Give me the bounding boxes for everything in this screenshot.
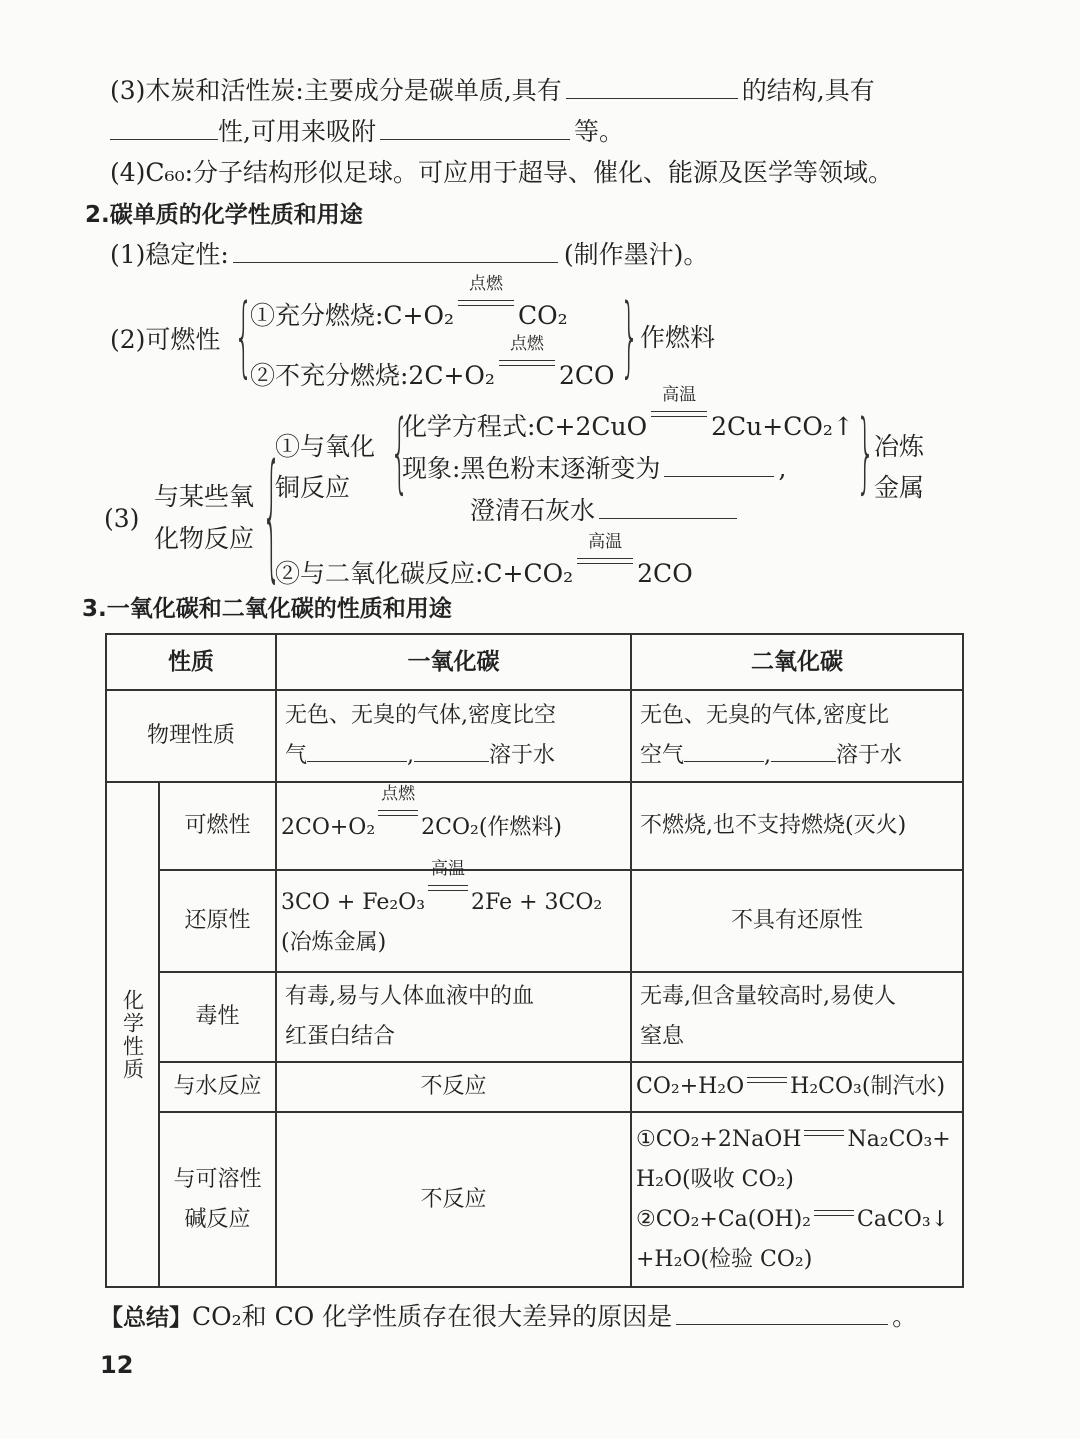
co-base: 不反应: [276, 1112, 631, 1287]
text: CaCO₃↓: [857, 1206, 950, 1232]
combustion-eq-1: [250, 274, 568, 333]
blank-structure: [566, 76, 738, 99]
table-row-physical: [106, 690, 963, 782]
item-3-line-1: [110, 74, 875, 108]
stability-line: [110, 238, 708, 272]
table-row-toxicity: [106, 972, 963, 1062]
text: 化学方程式:C+2CuO: [402, 412, 648, 441]
text: (3)木炭和活性炭:主要成分是碳单质,具有: [110, 76, 562, 105]
table-row-flammable: [106, 782, 963, 870]
header-co: 一氧化碳: [276, 634, 631, 690]
header-property: 性质: [106, 634, 276, 690]
co2-base: [631, 1112, 963, 1287]
text: 澄清石灰水: [470, 496, 596, 525]
text: ,: [778, 454, 787, 483]
text: 无色、无臭的气体,密度比空: [285, 703, 556, 728]
combustion-eq-2: [250, 334, 615, 393]
header-co2: 二氧化碳: [631, 634, 963, 690]
cuo-use-1: 冶炼: [874, 432, 925, 461]
row-label: 还原性: [159, 870, 276, 972]
text: ①CO₂+2NaOH: [636, 1126, 802, 1152]
oxide-label-2: 化物反应: [154, 524, 255, 553]
text: 无毒,但含量较高时,易使人: [640, 984, 896, 1009]
text: 有毒,易与人体血液中的血: [285, 984, 534, 1009]
reaction-arrow: [456, 274, 516, 324]
text: (1)稳定性:: [110, 240, 229, 269]
co-reducing: [276, 859, 631, 972]
text: 碱反应: [184, 1206, 251, 1232]
section-2-heading: 2.碳单质的化学性质和用途: [85, 202, 363, 228]
row-label: 可燃性: [159, 782, 276, 870]
reaction-arrow: [497, 334, 557, 384]
cuo-limewater: [470, 494, 737, 528]
properties-table: [105, 633, 964, 1288]
row-label: [159, 1112, 276, 1287]
text: Na₂CO₃+: [847, 1126, 951, 1152]
blank-density: [684, 739, 764, 762]
text: 。: [892, 1302, 918, 1331]
text: 空气: [640, 743, 685, 768]
row-label: 与水反应: [159, 1062, 276, 1112]
blank-stability: [233, 240, 558, 263]
text: 2CO+O₂: [281, 815, 376, 840]
combustion-use: 作燃料: [640, 323, 716, 352]
reaction-arrow: [812, 1204, 856, 1226]
chem-label: 化学性质: [106, 782, 159, 1287]
text: 2CO: [637, 559, 693, 588]
text: CO₂和 CO 化学性质存在很大差异的原因是: [192, 1302, 673, 1331]
condition: 点燃: [469, 274, 504, 294]
text: 无色、无臭的气体,密度比: [640, 703, 889, 728]
left-brace: {: [234, 286, 254, 388]
condition: 点燃: [509, 334, 544, 354]
co-toxicity: [276, 972, 631, 1062]
reaction-arrow: [802, 1124, 846, 1146]
text: 现象:黑色粉末逐渐变为: [402, 454, 661, 483]
table-row-water: [106, 1062, 963, 1112]
text: +H₂O(检验 CO₂): [636, 1246, 813, 1272]
item-4: (4)C₆₀:分子结构形似足球。可应用于超导、催化、能源及医学等领域。: [110, 158, 894, 187]
blank-property: [110, 117, 218, 140]
text: 2Fe + 3CO₂: [471, 890, 603, 915]
blank-density: [307, 739, 407, 762]
reaction-arrow: [575, 532, 635, 582]
text: 3CO + Fe₂O₃: [281, 890, 426, 915]
condition: 高温: [431, 859, 466, 879]
text: ②与二氧化碳反应:C+CO₂: [275, 559, 574, 588]
co-flammable: [276, 782, 631, 870]
cuo-phenomenon: [402, 452, 786, 486]
left-brace: {: [390, 402, 410, 504]
oxide-num: (3): [104, 504, 140, 533]
blank-summary: [676, 1302, 888, 1325]
table-row-base: [106, 1112, 963, 1287]
text: 溶于水: [489, 743, 556, 768]
combustion-label: (2)可燃性: [110, 325, 221, 354]
text: (制作墨汁)。: [563, 240, 709, 269]
cuo-label-1: ①与氧化: [275, 432, 376, 461]
cuo-equation: [402, 385, 854, 444]
co2-flammable: 不燃烧,也不支持燃烧(灭火): [631, 782, 963, 870]
text: 等。: [573, 117, 624, 146]
reaction-arrow: [376, 784, 420, 834]
cuo-label-2: 铜反应: [275, 473, 351, 502]
reaction-arrow: [745, 1071, 789, 1093]
co2-reducing: 不具有还原性: [631, 870, 963, 972]
condition: 高温: [588, 532, 623, 552]
text: 窒息: [640, 1024, 685, 1049]
text: H₂CO₃(制汽水): [790, 1074, 946, 1099]
text: 气: [285, 743, 308, 768]
text: CO₂+H₂O: [636, 1074, 745, 1099]
text: ,: [407, 743, 415, 768]
text: 性,可用来吸附: [218, 117, 376, 146]
left-brace: {: [262, 436, 282, 597]
row-label: 物理性质: [106, 690, 276, 782]
text: (冶炼金属): [281, 930, 387, 955]
summary-tag: 【总结】: [100, 1305, 192, 1331]
right-brace: }: [620, 286, 640, 388]
blank-solubility: [771, 739, 836, 762]
condition: 高温: [662, 385, 697, 405]
text: 2Cu+CO₂↑: [711, 412, 854, 441]
co2-physical: [631, 690, 963, 782]
text: CO₂: [518, 301, 568, 330]
co-water: 不反应: [276, 1062, 631, 1112]
text: H₂O(吸收 CO₂): [636, 1166, 794, 1192]
text: ②不充分燃烧:2C+O₂: [250, 361, 495, 390]
section-3-heading: 3.一氧化碳和二氧化碳的性质和用途: [82, 596, 452, 622]
condition: 点燃: [381, 784, 416, 804]
text: ,: [764, 743, 772, 768]
text: 与可溶性: [173, 1166, 262, 1192]
oxide-label-1: 与某些氧: [154, 482, 255, 511]
blank-solubility: [414, 739, 489, 762]
text: 红蛋白结合: [285, 1024, 396, 1049]
item-3-line-2: [110, 115, 624, 149]
cuo-use-2: 金属: [874, 473, 925, 502]
co-physical: [276, 690, 631, 782]
text: ②CO₂+Ca(OH)₂: [636, 1206, 812, 1232]
co2-reaction: [275, 532, 693, 591]
row-label: 毒性: [159, 972, 276, 1062]
table-header-row: [106, 634, 963, 690]
reaction-arrow: [649, 385, 709, 435]
co2-toxicity: [631, 972, 963, 1062]
table-row-reducing: [106, 870, 963, 972]
text: 的结构,具有: [741, 76, 875, 105]
page-number: 12: [100, 1351, 134, 1379]
reaction-arrow: [426, 859, 470, 909]
summary-line: [100, 1300, 917, 1335]
text: ①充分燃烧:C+O₂: [250, 301, 455, 330]
blank-limewater: [599, 496, 737, 519]
blank-adsorb: [380, 117, 570, 140]
text: 溶于水: [836, 743, 903, 768]
text: 2CO₂(作燃料): [421, 815, 563, 840]
co2-water: [631, 1062, 963, 1112]
text: 2CO: [558, 361, 615, 390]
blank-color: [664, 454, 774, 477]
right-brace: }: [856, 402, 876, 504]
